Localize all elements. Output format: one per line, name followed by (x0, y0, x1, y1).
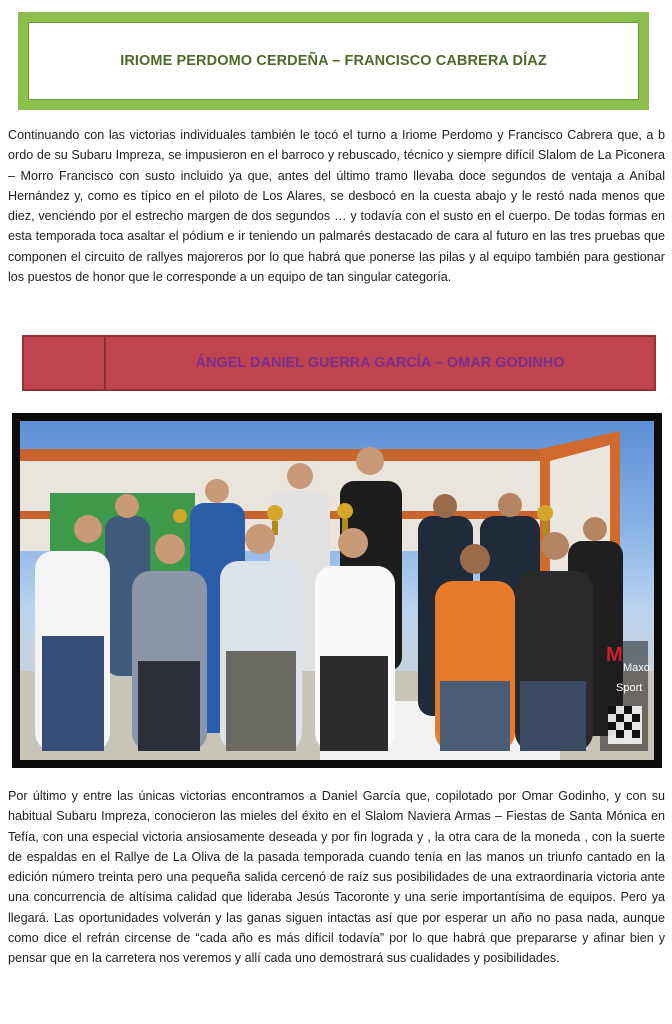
podium-photo (20, 421, 654, 760)
section1-title-frame (18, 12, 649, 110)
section1-title: IRIOME PERDOMO CERDEÑA – FRANCISCO CABRERA DÍAZ (120, 53, 547, 69)
maxo-sport-logo (600, 641, 650, 751)
section2-paragraph: Por último y entre las únicas victorias encontramos a Daniel García que, copilotado por Omar Godinho, y con su habitual Subaru Impreza, conocieron las mieles del éxito en el Slalom Naviera Armas – Fiestas de Santa Mónica en Tefía, con una especial victoria ansiosamente deseada y por fin lograda y , la otra cara de la moneda , con la suerte de espaldas en el Rallye de La Oliva de la pasada temporada cuando tenía en las manos un triunfo cantado en la edición número treinta pero una pequeña salida cercenó de raíz sus posibilidades de una extraordinaria victoria ante una concurrencia de altísima calidad que lideraba Jesús Tacoronte y una serie importantísima de equipos. Pero ya llegará. Las oportunidades volverán y las ganas siguen intactas así que por esperar un año no pasa nada, aunque como dice el refrán circense de “cada año es más difícil todavía” por lo que habrá que prepararse y afinar bien y pensar que en la carretera nos veremos y allí cada uno demostrará sus cualidades y posibilidades. (8, 789, 665, 966)
section1-paragraph: Continuando con las victorias individuales también le tocó el turno a Iriome Perdomo y Francisco Cabrera que, a b ordo de su Subaru Impreza, se impusieron en el barroco y rebuscado, técnico y siempre difícil Slalom de La Piconera – Morro Francisco con susto incluido ya que, antes del último tramo llevaba doce segundos de ventaja a Aníbal Hernández y, como es típico en el piloto de Los Alares, se desbocó en la cuesta abajo y le restó nada menos que diez, venciendo por el estrecho margen de dos segundos … y todavía con el susto en el cuerpo. De todas formas en esta temporada toca asaltar el pódium e ir teniendo un palmarés destacado de cara al futuro en las tres pruebas que componen el circuito de rallyes majoreros por lo que habrá que ponerse las pilas y al equipo también para gestionar los puestos de honor que le corresponde a un equipo de tan singular categoría. (8, 128, 665, 285)
podium-photo-frame (12, 413, 662, 768)
podium-photo-illustration (20, 421, 654, 760)
band-left-block (24, 337, 106, 389)
section2-title: ÁNGEL DANIEL GUERRA GARCÍA – OMAR GODINHO (195, 355, 565, 371)
svg-text:M: M (606, 644, 623, 666)
orange-roof-band (20, 449, 540, 461)
logo-text-sport: Sport (616, 682, 643, 694)
section1-title-box (28, 22, 639, 100)
logo-text-maxo: Maxo (623, 662, 650, 674)
section2-title-band (22, 335, 656, 391)
